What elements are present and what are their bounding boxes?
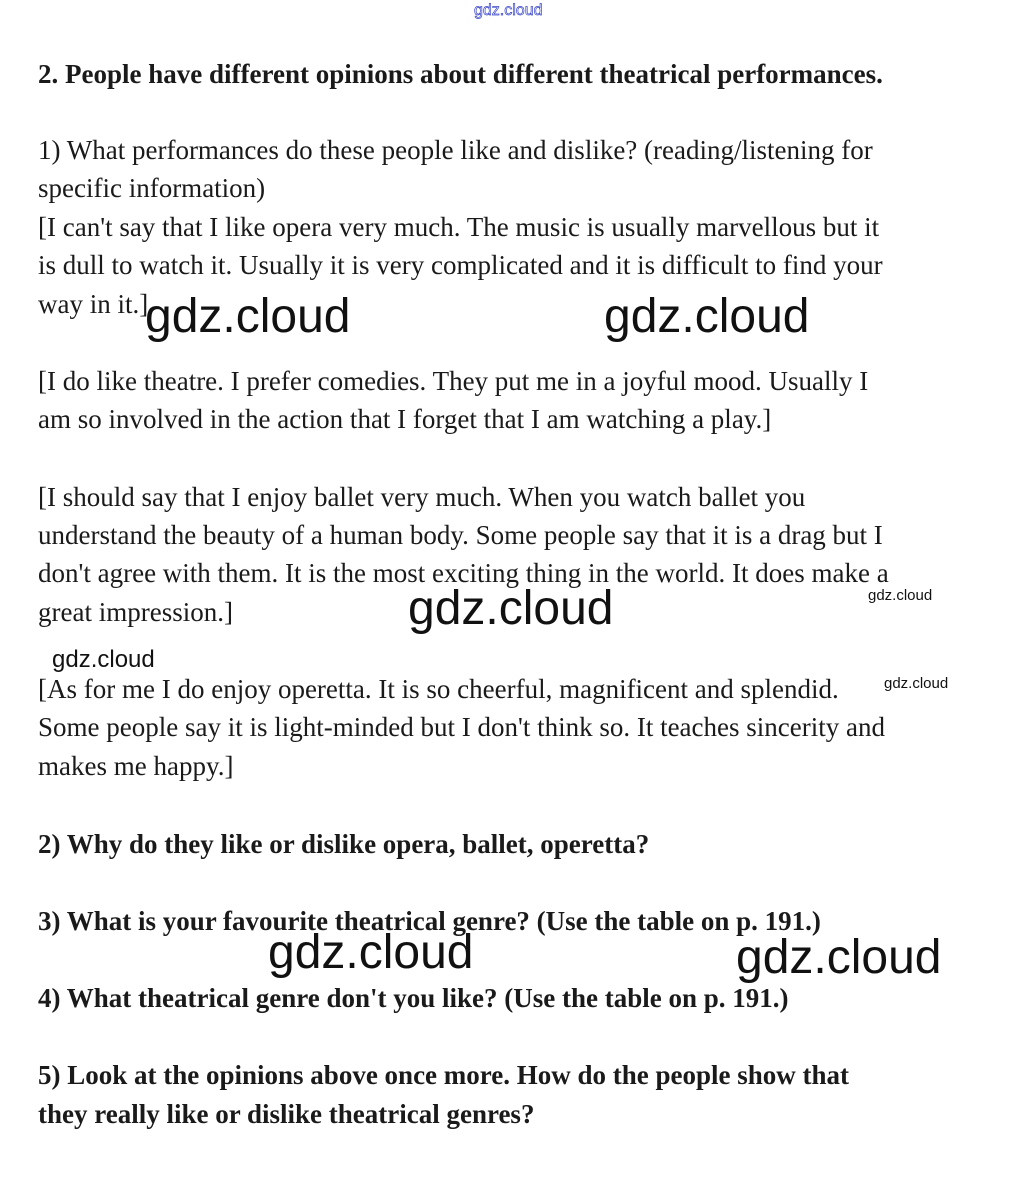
question-5-line-2: they really like or dislike theatrical genres? <box>38 1099 535 1129</box>
question-1-line-1: 1) What performances do these people like and dislike? (reading/listening for <box>38 135 873 165</box>
watermark-8: gdz.cloud <box>736 931 942 984</box>
question-5-line-1: 5) Look at the opinions above once more. How do the people show that <box>38 1060 850 1090</box>
question-3: 3) What is your favourite theatrical genre? (Use the table on p. 191.) <box>38 906 821 936</box>
watermark-7: gdz.cloud <box>268 926 474 979</box>
watermark-6: gdz.cloud <box>884 675 949 692</box>
question-4: 4) What theatrical genre don't you like? (Use the table on p. 191.) <box>38 983 789 1013</box>
watermark-4: gdz.cloud <box>868 587 933 604</box>
opinion-theatre-line-2: am so involved in the action that I forget that I am watching a play.] <box>38 404 772 434</box>
task-heading: 2. People have different opinions about different theatrical performances. <box>38 59 883 89</box>
opinion-operetta-line-1: [As for me I do enjoy operetta. It is so cheerful, magnificent and splendid. <box>38 674 839 704</box>
watermark-5: gdz.cloud <box>52 646 155 673</box>
opinion-theatre-line-1: [I do like theatre. I prefer comedies. They put me in a joyful mood. Usually I <box>38 366 869 396</box>
opinion-ballet-line-3: don't agree with them. It is the most exciting thing in the world. It does make a <box>38 558 889 588</box>
opinion-opera-line-3: way in it.] <box>38 289 149 319</box>
watermark-1: gdz.cloud <box>145 290 351 343</box>
opinion-ballet-line-4: great impression.] <box>38 597 233 627</box>
opinion-opera-line-2: is dull to watch it. Usually it is very complicated and it is difficult to find your <box>38 250 883 280</box>
question-2: 2) Why do they like or dislike opera, ballet, operetta? <box>38 829 650 859</box>
watermark-2: gdz.cloud <box>604 290 810 343</box>
watermark-top: gdz.cloud <box>474 2 543 19</box>
opinion-operetta-line-2: Some people say it is light-minded but I don't think so. It teaches sincerity and <box>38 712 885 742</box>
watermark-3: gdz.cloud <box>408 582 614 635</box>
opinion-ballet-line-1: [I should say that I enjoy ballet very much. When you watch ballet you <box>38 482 806 512</box>
opinion-opera-line-1: [I can't say that I like opera very much. The music is usually marvellous but it <box>38 212 880 242</box>
opinion-ballet-line-2: understand the beauty of a human body. Some people say that it is a drag but I <box>38 520 883 550</box>
opinion-operetta-line-3: makes me happy.] <box>38 751 234 781</box>
question-1-line-2: specific information) <box>38 173 266 203</box>
